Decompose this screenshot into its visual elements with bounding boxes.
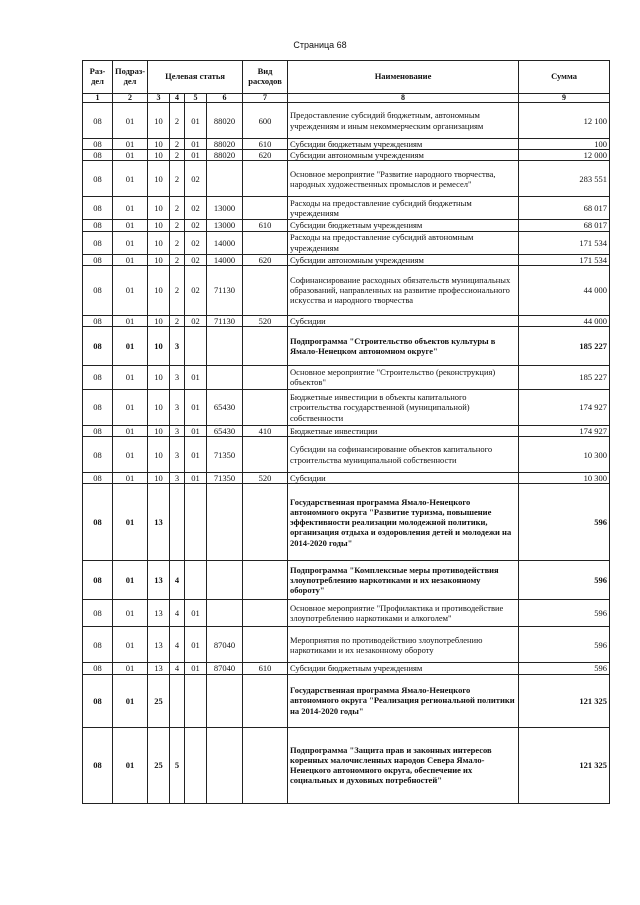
code-razdel: 08 bbox=[83, 674, 113, 727]
code-expense-type bbox=[243, 627, 288, 663]
code-razdel: 08 bbox=[83, 139, 113, 150]
code-expense-type: 620 bbox=[243, 254, 288, 265]
row-name: Подпрограмма "Комплексные меры противодействия злоупотреблению наркотиками и их незаконному обороту" bbox=[288, 561, 519, 600]
table-row bbox=[83, 727, 610, 803]
row-name: Подпрограмма "Строительство объектов культуры в Ямало-Ненецком автономном округе" bbox=[288, 326, 519, 365]
code-event: 01 bbox=[185, 425, 207, 436]
col-number: 5 bbox=[185, 94, 207, 103]
row-name: Основное мероприятие "Развитие народного творчества, народных художественных промыслов и ремесел" bbox=[288, 161, 519, 197]
row-sum: 121 325 bbox=[519, 727, 610, 803]
code-subprogram: 3 bbox=[170, 437, 185, 473]
col-podrazdel: Подраз- дел bbox=[113, 61, 148, 94]
table-row bbox=[83, 231, 610, 254]
col-number: 9 bbox=[519, 94, 610, 103]
code-podrazdel: 01 bbox=[113, 139, 148, 150]
code-program: 10 bbox=[148, 254, 170, 265]
code-podrazdel: 01 bbox=[113, 265, 148, 315]
code-direction bbox=[207, 674, 243, 727]
code-expense-type: 600 bbox=[243, 103, 288, 139]
table-row bbox=[83, 103, 610, 139]
col-vid: Вид расходов bbox=[243, 61, 288, 94]
code-program: 10 bbox=[148, 437, 170, 473]
code-podrazdel: 01 bbox=[113, 389, 148, 425]
code-program: 10 bbox=[148, 103, 170, 139]
code-razdel: 08 bbox=[83, 161, 113, 197]
table-row bbox=[83, 365, 610, 389]
code-direction: 13000 bbox=[207, 197, 243, 220]
row-sum: 185 227 bbox=[519, 365, 610, 389]
code-event: 02 bbox=[185, 231, 207, 254]
col-celevaya: Целевая статья bbox=[148, 61, 243, 94]
code-program: 25 bbox=[148, 727, 170, 803]
code-podrazdel: 01 bbox=[113, 326, 148, 365]
row-sum: 174 927 bbox=[519, 425, 610, 436]
code-subprogram: 2 bbox=[170, 315, 185, 326]
code-program: 13 bbox=[148, 627, 170, 663]
row-sum: 44 000 bbox=[519, 265, 610, 315]
code-direction bbox=[207, 365, 243, 389]
row-name: Бюджетные инвестиции в объекты капитального строительства государственной (муниципальной) собственности bbox=[288, 389, 519, 425]
code-direction: 71130 bbox=[207, 315, 243, 326]
row-sum: 596 bbox=[519, 600, 610, 627]
code-program: 10 bbox=[148, 315, 170, 326]
code-direction bbox=[207, 161, 243, 197]
code-expense-type bbox=[243, 389, 288, 425]
row-sum: 44 000 bbox=[519, 315, 610, 326]
col-number: 4 bbox=[170, 94, 185, 103]
code-direction: 71130 bbox=[207, 265, 243, 315]
code-expense-type bbox=[243, 727, 288, 803]
code-program: 13 bbox=[148, 600, 170, 627]
code-subprogram: 2 bbox=[170, 265, 185, 315]
code-direction: 13000 bbox=[207, 220, 243, 231]
code-event bbox=[185, 326, 207, 365]
table-row bbox=[83, 326, 610, 365]
code-program: 10 bbox=[148, 425, 170, 436]
code-razdel: 08 bbox=[83, 103, 113, 139]
code-expense-type bbox=[243, 437, 288, 473]
table-row bbox=[83, 254, 610, 265]
code-razdel: 08 bbox=[83, 561, 113, 600]
code-program: 10 bbox=[148, 365, 170, 389]
code-subprogram: 5 bbox=[170, 727, 185, 803]
code-expense-type bbox=[243, 365, 288, 389]
code-subprogram: 4 bbox=[170, 600, 185, 627]
code-expense-type bbox=[243, 197, 288, 220]
code-program: 13 bbox=[148, 561, 170, 600]
code-podrazdel: 01 bbox=[113, 484, 148, 561]
code-event: 01 bbox=[185, 139, 207, 150]
row-name: Государственная программа Ямало-Ненецкого автономного округа "Развитие туризма, повышение эффективности реализации молодежной политики, организация отдыха и оздоровления детей и молодежи на 2014-2020 годы" bbox=[288, 484, 519, 561]
code-podrazdel: 01 bbox=[113, 220, 148, 231]
col-number: 1 bbox=[83, 94, 113, 103]
row-sum: 596 bbox=[519, 627, 610, 663]
table-row bbox=[83, 663, 610, 674]
code-program: 10 bbox=[148, 265, 170, 315]
code-event: 01 bbox=[185, 103, 207, 139]
row-sum: 171 534 bbox=[519, 254, 610, 265]
code-subprogram: 2 bbox=[170, 254, 185, 265]
table-row bbox=[83, 473, 610, 484]
code-podrazdel: 01 bbox=[113, 161, 148, 197]
col-number: 7 bbox=[243, 94, 288, 103]
table-row bbox=[83, 561, 610, 600]
code-expense-type: 520 bbox=[243, 473, 288, 484]
col-number: 3 bbox=[148, 94, 170, 103]
code-razdel: 08 bbox=[83, 727, 113, 803]
code-program: 10 bbox=[148, 473, 170, 484]
row-name: Субсидии автономным учреждениям bbox=[288, 254, 519, 265]
row-sum: 12 000 bbox=[519, 150, 610, 161]
code-podrazdel: 01 bbox=[113, 600, 148, 627]
row-sum: 68 017 bbox=[519, 220, 610, 231]
code-event: 02 bbox=[185, 254, 207, 265]
col-number: 8 bbox=[288, 94, 519, 103]
row-sum: 12 100 bbox=[519, 103, 610, 139]
code-subprogram: 3 bbox=[170, 425, 185, 436]
row-sum: 68 017 bbox=[519, 197, 610, 220]
code-direction: 88020 bbox=[207, 150, 243, 161]
code-event: 01 bbox=[185, 437, 207, 473]
col-number: 6 bbox=[207, 94, 243, 103]
code-program: 25 bbox=[148, 674, 170, 727]
code-event: 01 bbox=[185, 663, 207, 674]
code-direction: 88020 bbox=[207, 103, 243, 139]
row-name: Расходы на предоставление субсидий бюджетным учреждениям bbox=[288, 197, 519, 220]
code-direction bbox=[207, 561, 243, 600]
code-event: 02 bbox=[185, 161, 207, 197]
code-subprogram: 3 bbox=[170, 389, 185, 425]
code-podrazdel: 01 bbox=[113, 231, 148, 254]
table-row bbox=[83, 150, 610, 161]
code-subprogram: 2 bbox=[170, 139, 185, 150]
code-event: 01 bbox=[185, 365, 207, 389]
code-program: 10 bbox=[148, 161, 170, 197]
code-podrazdel: 01 bbox=[113, 561, 148, 600]
budget-table bbox=[82, 60, 610, 804]
code-razdel: 08 bbox=[83, 220, 113, 231]
table-row bbox=[83, 674, 610, 727]
table-row bbox=[83, 425, 610, 436]
code-program: 10 bbox=[148, 197, 170, 220]
row-name: Субсидии бюджетным учреждениям bbox=[288, 663, 519, 674]
code-direction: 88020 bbox=[207, 139, 243, 150]
code-event: 01 bbox=[185, 627, 207, 663]
code-subprogram bbox=[170, 484, 185, 561]
row-name: Субсидии на софинансирование объектов капитального строительства муниципальной собственности bbox=[288, 437, 519, 473]
code-razdel: 08 bbox=[83, 437, 113, 473]
code-expense-type bbox=[243, 484, 288, 561]
code-program: 10 bbox=[148, 220, 170, 231]
code-direction: 71350 bbox=[207, 473, 243, 484]
code-program: 10 bbox=[148, 231, 170, 254]
code-event: 02 bbox=[185, 265, 207, 315]
code-podrazdel: 01 bbox=[113, 473, 148, 484]
header-row bbox=[83, 61, 610, 94]
code-podrazdel: 01 bbox=[113, 254, 148, 265]
row-name: Предоставление субсидий бюджетным, автономным учреждениям и иным некоммерческим организациям bbox=[288, 103, 519, 139]
row-name: Субсидии bbox=[288, 315, 519, 326]
row-sum: 185 227 bbox=[519, 326, 610, 365]
code-expense-type bbox=[243, 265, 288, 315]
row-name: Бюджетные инвестиции bbox=[288, 425, 519, 436]
row-name: Субсидии бюджетным учреждениям bbox=[288, 220, 519, 231]
code-subprogram: 3 bbox=[170, 326, 185, 365]
code-razdel: 08 bbox=[83, 265, 113, 315]
table-row bbox=[83, 437, 610, 473]
code-podrazdel: 01 bbox=[113, 663, 148, 674]
code-razdel: 08 bbox=[83, 254, 113, 265]
code-expense-type bbox=[243, 161, 288, 197]
code-event: 01 bbox=[185, 150, 207, 161]
code-subprogram: 2 bbox=[170, 103, 185, 139]
code-event bbox=[185, 561, 207, 600]
col-razdel: Раз- дел bbox=[83, 61, 113, 94]
code-program: 13 bbox=[148, 484, 170, 561]
code-podrazdel: 01 bbox=[113, 103, 148, 139]
code-subprogram: 2 bbox=[170, 150, 185, 161]
code-subprogram bbox=[170, 674, 185, 727]
code-subprogram: 2 bbox=[170, 161, 185, 197]
code-event: 02 bbox=[185, 197, 207, 220]
code-event: 01 bbox=[185, 473, 207, 484]
code-expense-type bbox=[243, 231, 288, 254]
code-direction: 14000 bbox=[207, 231, 243, 254]
code-direction: 87040 bbox=[207, 627, 243, 663]
table-row bbox=[83, 220, 610, 231]
table-row bbox=[83, 600, 610, 627]
code-podrazdel: 01 bbox=[113, 365, 148, 389]
table-row bbox=[83, 161, 610, 197]
code-direction bbox=[207, 600, 243, 627]
code-event bbox=[185, 484, 207, 561]
page-header: Страница 68 bbox=[293, 40, 347, 50]
code-razdel: 08 bbox=[83, 315, 113, 326]
code-podrazdel: 01 bbox=[113, 150, 148, 161]
code-subprogram: 2 bbox=[170, 231, 185, 254]
row-name: Государственная программа Ямало-Ненецкого автономного округа "Реализация региональной политики на 2014-2020 годы" bbox=[288, 674, 519, 727]
row-sum: 171 534 bbox=[519, 231, 610, 254]
code-subprogram: 2 bbox=[170, 220, 185, 231]
code-direction: 65430 bbox=[207, 389, 243, 425]
code-event: 01 bbox=[185, 600, 207, 627]
code-expense-type: 610 bbox=[243, 663, 288, 674]
col-summa: Сумма bbox=[519, 61, 610, 94]
row-name: Субсидии бюджетным учреждениям bbox=[288, 139, 519, 150]
row-sum: 596 bbox=[519, 663, 610, 674]
table-row bbox=[83, 389, 610, 425]
col-name: Наименование bbox=[288, 61, 519, 94]
code-razdel: 08 bbox=[83, 425, 113, 436]
code-razdel: 08 bbox=[83, 389, 113, 425]
code-expense-type: 410 bbox=[243, 425, 288, 436]
code-razdel: 08 bbox=[83, 473, 113, 484]
code-program: 10 bbox=[148, 139, 170, 150]
table-row bbox=[83, 197, 610, 220]
table-row bbox=[83, 315, 610, 326]
code-subprogram: 2 bbox=[170, 197, 185, 220]
code-event bbox=[185, 727, 207, 803]
code-podrazdel: 01 bbox=[113, 437, 148, 473]
code-program: 10 bbox=[148, 150, 170, 161]
code-subprogram: 4 bbox=[170, 663, 185, 674]
row-sum: 10 300 bbox=[519, 473, 610, 484]
row-name: Субсидии bbox=[288, 473, 519, 484]
code-direction: 65430 bbox=[207, 425, 243, 436]
code-subprogram: 3 bbox=[170, 365, 185, 389]
code-program: 13 bbox=[148, 663, 170, 674]
row-sum: 10 300 bbox=[519, 437, 610, 473]
code-expense-type: 520 bbox=[243, 315, 288, 326]
code-subprogram: 4 bbox=[170, 561, 185, 600]
code-event: 02 bbox=[185, 220, 207, 231]
code-expense-type bbox=[243, 674, 288, 727]
row-name: Субсидии автономным учреждениям bbox=[288, 150, 519, 161]
code-expense-type: 610 bbox=[243, 139, 288, 150]
code-program: 10 bbox=[148, 326, 170, 365]
code-razdel: 08 bbox=[83, 150, 113, 161]
code-expense-type: 620 bbox=[243, 150, 288, 161]
code-razdel: 08 bbox=[83, 627, 113, 663]
row-name: Основное мероприятие "Профилактика и противодействие злоупотреблению наркотиками и алкоголем" bbox=[288, 600, 519, 627]
code-podrazdel: 01 bbox=[113, 197, 148, 220]
code-razdel: 08 bbox=[83, 600, 113, 627]
code-direction: 87040 bbox=[207, 663, 243, 674]
code-direction bbox=[207, 484, 243, 561]
table-row bbox=[83, 627, 610, 663]
code-expense-type: 610 bbox=[243, 220, 288, 231]
row-sum: 596 bbox=[519, 484, 610, 561]
code-direction bbox=[207, 326, 243, 365]
code-expense-type bbox=[243, 600, 288, 627]
code-subprogram: 4 bbox=[170, 627, 185, 663]
row-sum: 121 325 bbox=[519, 674, 610, 727]
row-name: Софинансирование расходных обязательств муниципальных образований, направленных на развитие профессионального искусства и народного творчества bbox=[288, 265, 519, 315]
code-direction: 14000 bbox=[207, 254, 243, 265]
code-razdel: 08 bbox=[83, 365, 113, 389]
row-sum: 174 927 bbox=[519, 389, 610, 425]
code-direction bbox=[207, 727, 243, 803]
code-expense-type bbox=[243, 326, 288, 365]
code-podrazdel: 01 bbox=[113, 315, 148, 326]
col-number: 2 bbox=[113, 94, 148, 103]
row-name: Расходы на предоставление субсидий автономным учреждениям bbox=[288, 231, 519, 254]
row-name: Мероприятия по противодействию злоупотреблению наркотиками и их незаконному обороту bbox=[288, 627, 519, 663]
row-sum: 596 bbox=[519, 561, 610, 600]
code-event bbox=[185, 674, 207, 727]
code-subprogram: 3 bbox=[170, 473, 185, 484]
code-podrazdel: 01 bbox=[113, 627, 148, 663]
code-program: 10 bbox=[148, 389, 170, 425]
code-podrazdel: 01 bbox=[113, 674, 148, 727]
row-name: Основное мероприятие "Строительство (реконструкция) объектов" bbox=[288, 365, 519, 389]
code-direction: 71350 bbox=[207, 437, 243, 473]
code-razdel: 08 bbox=[83, 484, 113, 561]
code-podrazdel: 01 bbox=[113, 425, 148, 436]
table-row bbox=[83, 139, 610, 150]
code-podrazdel: 01 bbox=[113, 727, 148, 803]
code-razdel: 08 bbox=[83, 326, 113, 365]
code-razdel: 08 bbox=[83, 197, 113, 220]
code-event: 01 bbox=[185, 389, 207, 425]
table-row bbox=[83, 484, 610, 561]
table-row bbox=[83, 265, 610, 315]
code-razdel: 08 bbox=[83, 231, 113, 254]
code-event: 02 bbox=[185, 315, 207, 326]
code-razdel: 08 bbox=[83, 663, 113, 674]
row-sum: 283 551 bbox=[519, 161, 610, 197]
code-expense-type bbox=[243, 561, 288, 600]
row-sum: 100 bbox=[519, 139, 610, 150]
row-name: Подпрограмма "Защита прав и законных интересов коренных малочисленных народов Севера Ямало-Ненецкого автономного округа, обеспечение их социальных и духовных потребностей" bbox=[288, 727, 519, 803]
column-number-row bbox=[83, 94, 610, 103]
